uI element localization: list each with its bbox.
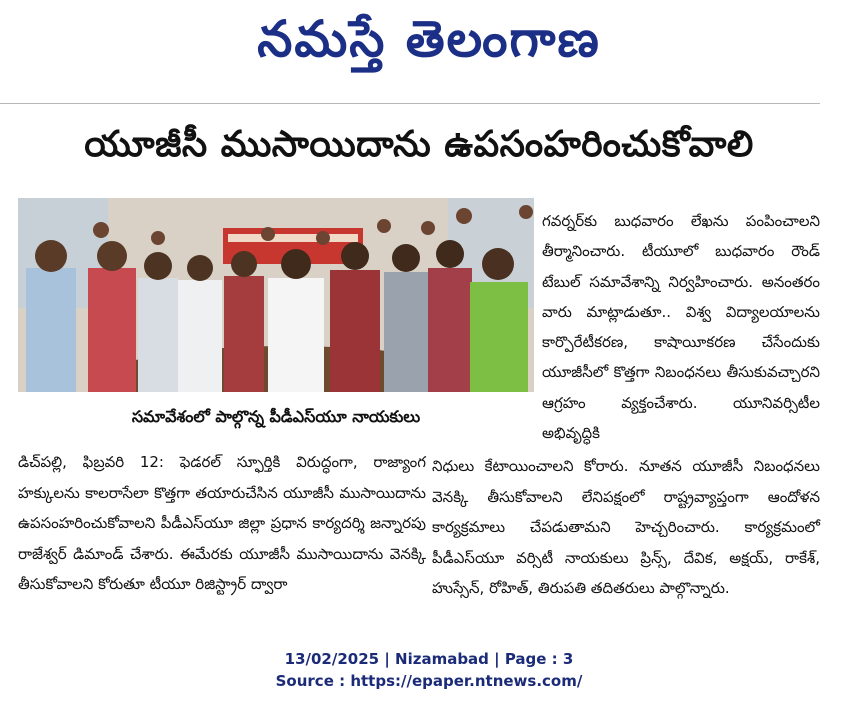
article-column-right-bottom: నిధులు కేటాయించాలని కోరారు. నూతన యూజీసీ నిబంధనలు వెనక్కి తీసుకోవాలని లేనిపక్షంలో రాష్ట్రవ్యాప్తంగా ఆందోళన కార్యక్రమాలు చేపడుతామని హెచ్చరించారు. కార్యక్రమంలో పీడీఎస్‌యూ వర్సిటీ నాయకులు ప్రిన్స్, దేవిక, అక్షయ్, రాకేశ్, హుస్సేన్, రోహిత్, తిరుపతి తదితరులు పాల్గొన్నారు. xyxy=(432,457,820,597)
masthead-divider xyxy=(0,103,820,104)
footer-date-line: 13/02/2025 | Nizamabad | Page : 3 xyxy=(284,650,574,668)
photo-caption: సమావేశంలో పాల్గొన్న పీడీఎస్‌యూ నాయకులు xyxy=(131,407,421,426)
article-photo xyxy=(18,198,534,392)
article-column-right-top: గవర్నర్‌కు బుధవారం లేఖను పంపించాలని తీర్మానించారు. టీయూలో బుధవారం రౌండ్ టేబుల్ సమావేశాన్ని నిర్వహించారు. అనంతరం వారు మాట్లాడుతూ.. విశ్వ విద్యాలయాలను కార్పొరేటీకరణ, కాషాయీకరణ చేసేందుకు యూజీసీలో కొత్తగా నిబంధనలు తీసుకువచ్చారని ఆగ్రహం వ్యక్తంచేశారు. యూనివర్సిటీల అభివృద్ధికి xyxy=(542,212,820,443)
article-headline: యూజీసీ ముసాయిదాను ఉపసంహరించుకోవాలి xyxy=(84,124,754,165)
article-column-left: డిచ్‌పల్లి, ఫిబ్రవరి 12: ఫెడరల్ స్ఫూర్తికి విరుద్ధంగా, రాజ్యాంగ హక్కులను కాలరాసేలా కొత్తగా తయారుచేసిన యూజీసీ ముసాయిదాను ఉపసంహరించుకోవాలని పీడీఎస్‌యూ జిల్లా ప్రధాన కార్యదర్శి జన్నారపు రాజేశ్వర్ డిమాండ్ చేశారు. ఈమేరకు యూజీసీ ముసాయిదాను వెనక్కి తీసుకోవాలని కోరుతూ టీయూ రిజిస్ట్రార్ ద్వారా xyxy=(18,453,426,593)
newspaper-masthead: నమస్తే తెలంగాణ xyxy=(257,9,601,68)
footer-source-link[interactable]: Source : https://epaper.ntnews.com/ xyxy=(275,672,583,690)
